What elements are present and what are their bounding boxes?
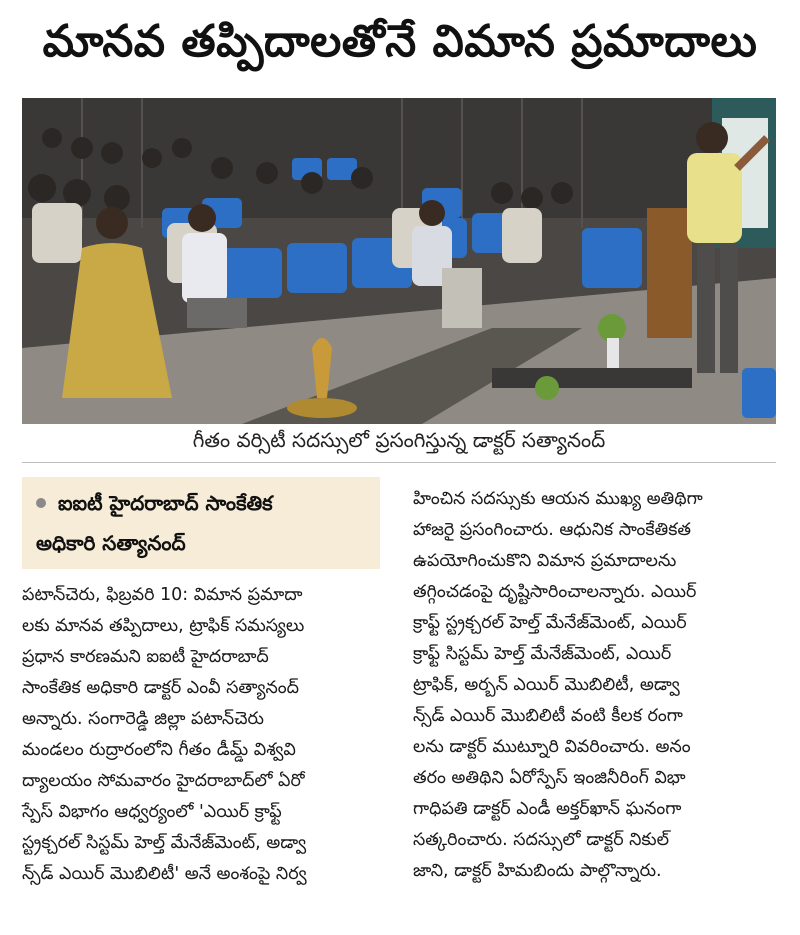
bullet-icon [36, 498, 46, 508]
body-line: మండలం రుద్రారంలోని గీతం డీమ్డ్ విశ్వవి [22, 740, 296, 760]
subheading-line-1 [36, 483, 366, 523]
body-line: సత్కరించారు. సదస్సులో డాక్టర్ నికుల్ [413, 830, 670, 850]
body-line: ట్రాఫిక్, అర్బన్ ఎయిర్ మొబిలిటీ, అడ్వా [413, 675, 680, 695]
article-column-left [22, 580, 382, 890]
body-line: న్స్‌డ్ ఎయిర్ మొబిలిటీ' అనే అంశంపై నిర్వ [22, 864, 307, 884]
body-line: ద్యాలయం సోమవారం హైదరాబాద్‌లో ఏరో [22, 771, 305, 791]
body-line: గాధిపతి డాక్టర్ ఎండీ అక్తర్‌ఖాన్ ఘనంగా [413, 799, 682, 819]
body-line: లకు మానవ తప్పిదాలు, ట్రాఫిక్ సమస్యలు [22, 616, 305, 636]
body-line: పటాన్‌చెరు, ఫిబ్రవరి 10: విమాన ప్రమాదా [22, 585, 303, 605]
divider [22, 462, 776, 463]
body-line: స్ట్రక్చరల్ సిస్టమ్ హెల్త్ మేనేజ్‌మెంట్, అడ్వా [22, 833, 307, 853]
body-line: స్పేస్ విభాగం ఆధ్వర్యంలో 'ఎయిర్ క్రాఫ్ట్ [22, 802, 282, 822]
body-line: అన్నారు. సంగారెడ్డి జిల్లా పటాన్‌చెరు [22, 709, 264, 729]
subheading-line-2: అధికారి సత్యానంద్ [36, 531, 186, 555]
subheading-text-1: ఐఐటీ హైదరాబాద్ సాంకేతిక [58, 491, 273, 515]
body-line: హించిన సదస్సుకు ఆయన ముఖ్య అతిథిగా [413, 489, 703, 509]
body-line: క్రాఫ్ట్ స్ట్రక్చరల్ హెల్త్ మేనేజ్‌మెంట్, ఎయిర్ [413, 613, 687, 633]
body-line: లను డాక్టర్ ముట్నూరి వివరించారు. అనం [413, 737, 691, 757]
body-line: ప్రధాన కారణమని ఐఐటీ హైదరాబాద్ [22, 647, 269, 667]
body-line: సాంకేతిక అధికారి డాక్టర్ ఎంవీ సత్యానంద్ [22, 678, 300, 698]
body-line: న్స్‌డ్ ఎయిర్ మొబిలిటీ వంటి కీలక రంగా [413, 706, 683, 726]
headline: మానవ తప్పిదాలతోనే విమాన ప్రమాదాలు [42, 16, 758, 67]
article-column-right [413, 484, 778, 887]
body-line: హాజరై ప్రసంగించారు. ఆధునిక సాంకేతికత [413, 520, 691, 540]
body-line: ఉపయోగించుకొని విమాన ప్రమాదాలను [413, 551, 677, 571]
subheading-box [22, 477, 380, 569]
body-line: క్రాఫ్ట్ సిస్టమ్ హెల్త్ మేనేజ్‌మెంట్, ఎయిర్ [413, 644, 672, 664]
body-line: జాని, డాక్టర్ హిమబిందు పాల్గొన్నారు. [413, 861, 662, 881]
photo-caption: గీతం వర్సిటీ సదస్సులో ప్రసంగిస్తున్న డాక్టర్ సత్యానంద్ [192, 427, 606, 452]
body-line: తరం అతిథిని ఏరోస్పేస్ ఇంజినీరింగ్ విభా [413, 768, 686, 788]
lecture-hall-photo [22, 98, 776, 424]
body-line: తగ్గించడంపై దృష్టిసారించాలన్నారు. ఎయిర్ [413, 582, 697, 602]
